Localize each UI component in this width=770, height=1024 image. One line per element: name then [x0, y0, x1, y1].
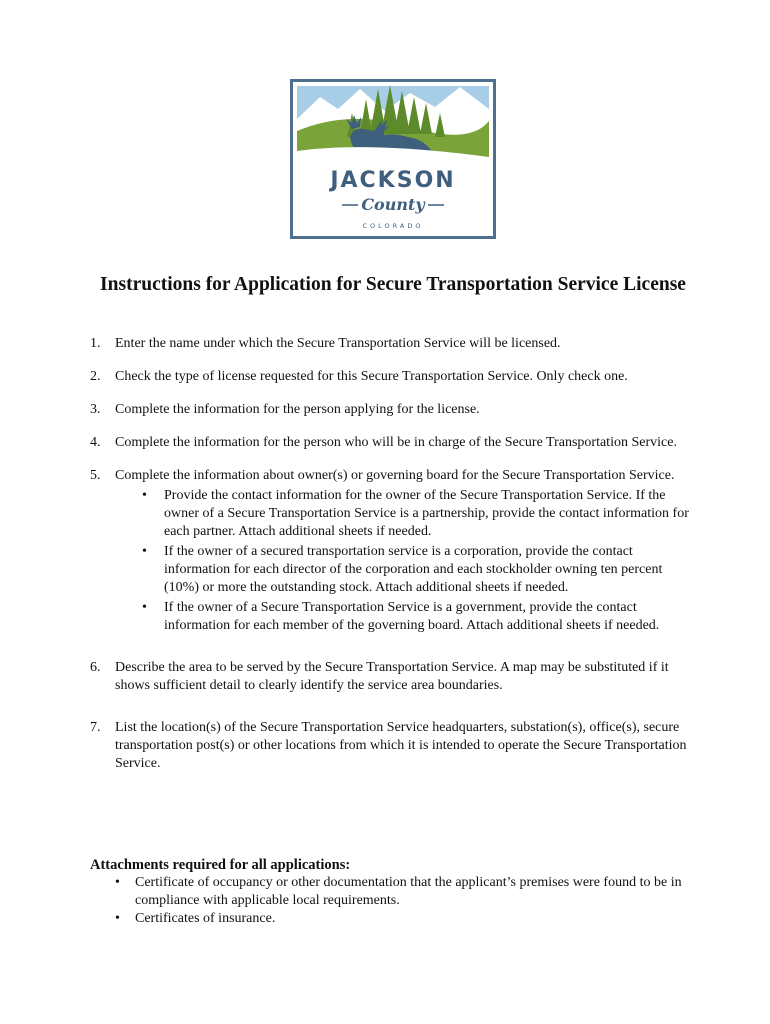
- attachments-section: [90, 856, 700, 928]
- instruction-item-5: [90, 467, 700, 635]
- instruction-text: Enter the name under which the Secure Transportation Service will be licensed.: [115, 336, 561, 351]
- owner-bullets: [115, 487, 700, 635]
- instruction-item-4: [90, 434, 700, 452]
- logo-name: JACKSON: [330, 168, 456, 193]
- instruction-text: Complete the information about owner(s) or governing board for the Secure Transportation Service.: [115, 468, 675, 483]
- jackson-county-logo: [290, 79, 496, 239]
- instruction-item-2: [90, 368, 700, 386]
- instruction-text: List the location(s) of the Secure Transportation Service headquarters, substation(s), office(s), secure transportation post(s) or other locations from which it is intended to operate the Secure Transportation Service.: [115, 720, 687, 771]
- instruction-item-7: [90, 719, 700, 773]
- instruction-text: Check the type of license requested for this Secure Transportation Service. Only check one.: [115, 369, 628, 384]
- instructions-list: [90, 335, 700, 773]
- instruction-number: 6.: [90, 660, 101, 675]
- logo-state: COLORADO: [362, 222, 424, 230]
- attachments-heading: Attachments required for all applications:: [90, 857, 351, 873]
- logo-county: County: [361, 195, 425, 214]
- owner-bullet: • If the owner of a Secure Transportation Service is a government, provide the contact information for each member of the governing board. Attach additional sheets if needed.: [164, 599, 700, 635]
- attachment-item: • Certificates of insurance.: [135, 910, 700, 928]
- page-title: Instructions for Application for Secure Transportation Service License: [100, 274, 686, 295]
- instruction-item-3: [90, 401, 700, 419]
- instruction-number: 4.: [90, 435, 101, 450]
- attachments-list: [90, 874, 700, 928]
- instruction-text: Complete the information for the person applying for the license.: [115, 402, 480, 417]
- instruction-item-6: [90, 659, 700, 695]
- instruction-number: 1.: [90, 336, 101, 351]
- owner-bullet: • If the owner of a secured transportation service is a corporation, provide the contact information for each director of the corporation and each stockholder owning ten percent (10%) or more the outstanding stock. Attach additional sheets if needed.: [164, 543, 700, 597]
- instruction-number: 2.: [90, 369, 101, 384]
- instruction-item-1: [90, 335, 700, 353]
- instruction-number: 5.: [90, 468, 101, 483]
- instruction-text: Complete the information for the person who will be in charge of the Secure Transportation Service.: [115, 435, 677, 450]
- instruction-number: 3.: [90, 402, 101, 417]
- attachment-item: • Certificate of occupancy or other documentation that the applicant’s premises were found to be in compliance with applicable local requirements.: [135, 874, 700, 910]
- instruction-text: Describe the area to be served by the Secure Transportation Service. A map may be substituted if it shows sufficient detail to clearly identify the service area boundaries.: [115, 660, 669, 693]
- instruction-number: 7.: [90, 720, 101, 735]
- owner-bullet: • Provide the contact information for the owner of the Secure Transportation Service. If the owner of a Secure Transportation Service is a partnership, provide the contact information for each partner. Attach additional sheets if needed.: [164, 487, 700, 541]
